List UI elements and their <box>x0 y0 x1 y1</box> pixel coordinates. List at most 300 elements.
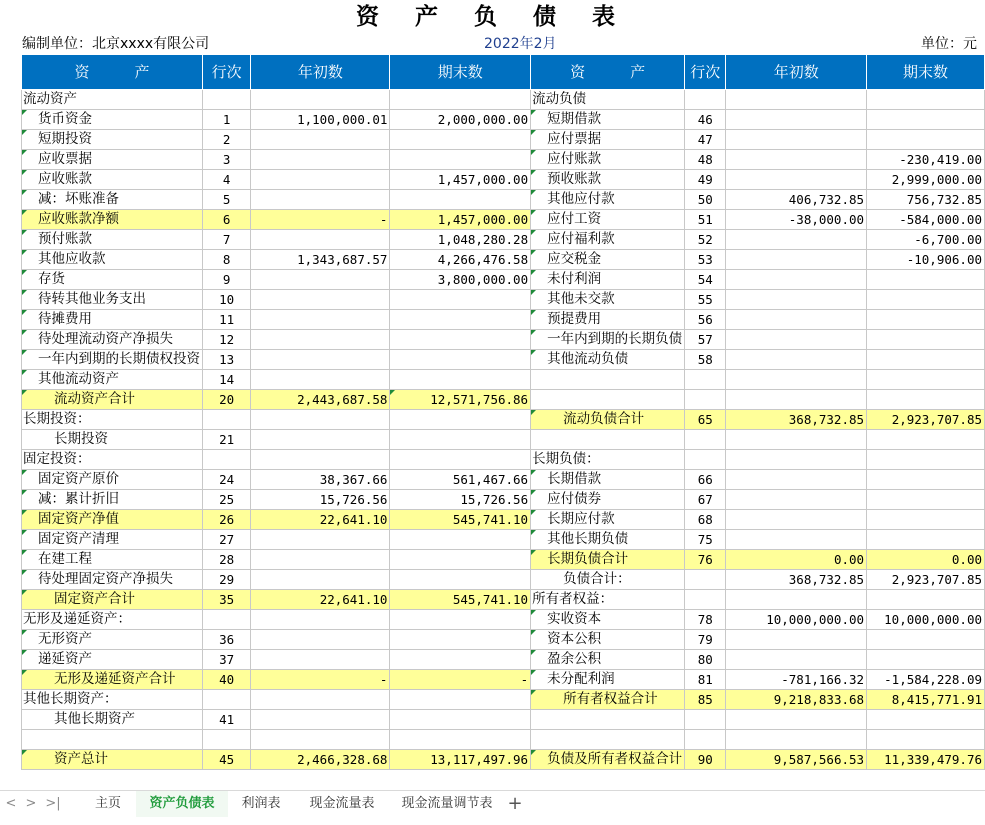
table-cell[interactable] <box>726 350 867 370</box>
table-cell[interactable] <box>390 410 531 430</box>
table-cell[interactable] <box>251 630 390 650</box>
table-cell[interactable]: 49 <box>685 170 726 190</box>
table-cell[interactable] <box>203 730 251 750</box>
table-cell[interactable] <box>726 470 867 490</box>
table-cell[interactable] <box>726 590 867 610</box>
column-header[interactable]: 行次 <box>685 55 726 90</box>
table-row <box>22 390 985 410</box>
table-cell[interactable]: 固定资产清理 <box>22 530 203 550</box>
table-cell[interactable] <box>251 230 390 250</box>
table-cell[interactable]: 7 <box>203 230 251 250</box>
table-cell[interactable]: 长期借款 <box>531 470 685 490</box>
table-row <box>22 170 985 190</box>
table-cell[interactable]: 27 <box>203 530 251 550</box>
table-cell[interactable]: 一年内到期的长期债权投资 <box>22 350 203 370</box>
table-cell[interactable] <box>390 310 531 330</box>
table-cell[interactable] <box>726 370 867 390</box>
table-row <box>22 190 985 210</box>
table-cell[interactable] <box>726 250 867 270</box>
table-cell[interactable]: 2 <box>203 130 251 150</box>
table-cell[interactable] <box>390 650 531 670</box>
table-cell[interactable]: 资本公积 <box>531 630 685 650</box>
table-cell[interactable] <box>390 350 531 370</box>
column-header[interactable]: 行次 <box>203 55 251 90</box>
table-cell[interactable]: 15,726.56 <box>390 490 531 510</box>
table-cell[interactable] <box>867 130 985 150</box>
table-cell[interactable] <box>685 710 726 730</box>
table-cell[interactable]: 37 <box>203 650 251 670</box>
table-cell[interactable]: 22,641.10 <box>251 510 390 530</box>
table-cell[interactable] <box>390 90 531 110</box>
table-cell[interactable]: 盈余公积 <box>531 650 685 670</box>
table-cell[interactable]: 51 <box>685 210 726 230</box>
table-cell[interactable]: 68 <box>685 510 726 530</box>
table-cell[interactable]: 561,467.66 <box>390 470 531 490</box>
table-cell[interactable]: 所有者权益： <box>531 590 685 610</box>
table-cell[interactable] <box>685 370 726 390</box>
table-cell[interactable]: -781,166.32 <box>726 670 867 690</box>
table-cell[interactable]: 其他流动负债 <box>531 350 685 370</box>
table-cell[interactable]: 待摊费用 <box>22 310 203 330</box>
table-cell[interactable]: 应付福利款 <box>531 230 685 250</box>
table-cell[interactable]: 待处理流动资产净损失 <box>22 330 203 350</box>
table-row <box>22 670 985 690</box>
table-cell[interactable]: 50 <box>685 190 726 210</box>
table-cell[interactable] <box>390 450 531 470</box>
table-cell[interactable]: 10,000,000.00 <box>726 610 867 630</box>
table-cell[interactable]: -10,906.00 <box>867 250 985 270</box>
table-cell[interactable] <box>251 550 390 570</box>
table-cell[interactable]: 67 <box>685 490 726 510</box>
table-cell[interactable] <box>867 630 985 650</box>
table-cell[interactable]: 10,000,000.00 <box>867 610 985 630</box>
table-cell[interactable] <box>685 570 726 590</box>
table-cell[interactable] <box>867 90 985 110</box>
tab-cash-flow-reconciliation[interactable]: 现金流量调节表 <box>401 796 493 811</box>
table-cell[interactable]: 1 <box>203 110 251 130</box>
table-cell[interactable]: 53 <box>685 250 726 270</box>
table-cell[interactable] <box>867 270 985 290</box>
table-cell[interactable]: 2,999,000.00 <box>867 170 985 190</box>
table-cell[interactable]: 14 <box>203 370 251 390</box>
table-cell[interactable] <box>390 710 531 730</box>
table-cell[interactable]: 应付账款 <box>531 150 685 170</box>
table-cell[interactable]: 35 <box>203 590 251 610</box>
table-cell[interactable]: 流动负债 <box>531 90 685 110</box>
table-cell[interactable] <box>531 390 685 410</box>
table-cell[interactable]: 3,800,000.00 <box>390 270 531 290</box>
table-cell[interactable]: 应付工资 <box>531 210 685 230</box>
table-cell[interactable]: 长期负债合计 <box>531 550 685 570</box>
table-cell[interactable]: 36 <box>203 630 251 650</box>
table-cell[interactable]: 短期投资 <box>22 130 203 150</box>
table-cell[interactable]: 47 <box>685 130 726 150</box>
table-cell[interactable]: 22,641.10 <box>251 590 390 610</box>
table-cell[interactable]: 58 <box>685 350 726 370</box>
table-cell[interactable]: 其他应收款 <box>22 250 203 270</box>
table-cell[interactable] <box>685 590 726 610</box>
table-cell[interactable]: 11,339,479.76 <box>867 750 985 770</box>
table-cell[interactable] <box>867 510 985 530</box>
table-cell[interactable]: 存货 <box>22 270 203 290</box>
table-cell[interactable]: 其他长期负债 <box>531 530 685 550</box>
table-cell[interactable]: 9,587,566.53 <box>726 750 867 770</box>
table-cell[interactable]: 流动资产合计 <box>22 390 203 410</box>
table-cell[interactable]: 76 <box>685 550 726 570</box>
table-cell[interactable]: 78 <box>685 610 726 630</box>
table-cell[interactable] <box>251 690 390 710</box>
table-row <box>22 470 985 490</box>
table-cell[interactable]: -230,419.00 <box>867 150 985 170</box>
table-cell[interactable]: 40 <box>203 670 251 690</box>
table-cell[interactable]: 13 <box>203 350 251 370</box>
table-cell[interactable]: 12,571,756.86 <box>390 390 531 410</box>
table-cell[interactable] <box>390 330 531 350</box>
table-cell[interactable]: 其他流动资产 <box>22 370 203 390</box>
table-cell[interactable]: 固定投资： <box>22 450 203 470</box>
table-cell[interactable]: 应交税金 <box>531 250 685 270</box>
table-cell[interactable]: 无形及递延资产： <box>22 610 203 630</box>
table-cell[interactable]: 24 <box>203 470 251 490</box>
table-cell[interactable]: 545,741.10 <box>390 590 531 610</box>
table-cell[interactable]: 应收账款净额 <box>22 210 203 230</box>
table-cell[interactable] <box>251 350 390 370</box>
table-cell[interactable] <box>390 150 531 170</box>
table-cell[interactable]: 38,367.66 <box>251 470 390 490</box>
table-cell[interactable] <box>390 130 531 150</box>
table-cell[interactable] <box>203 90 251 110</box>
table-cell[interactable]: 368,732.85 <box>726 410 867 430</box>
table-cell[interactable]: 52 <box>685 230 726 250</box>
column-header[interactable]: 资 产 <box>531 55 685 90</box>
table-cell[interactable]: 28 <box>203 550 251 570</box>
tab-cash-flow[interactable]: 现金流量表 <box>309 796 375 811</box>
table-cell[interactable] <box>390 530 531 550</box>
table-cell[interactable]: 79 <box>685 630 726 650</box>
table-cell[interactable]: - <box>251 210 390 230</box>
table-cell[interactable] <box>867 590 985 610</box>
table-cell[interactable]: 1,100,000.01 <box>251 110 390 130</box>
table-cell[interactable]: 长期投资 <box>22 430 203 450</box>
table-cell[interactable]: 预收账款 <box>531 170 685 190</box>
table-cell[interactable] <box>867 330 985 350</box>
table-cell[interactable] <box>251 150 390 170</box>
table-cell[interactable]: 3 <box>203 150 251 170</box>
table-cell[interactable] <box>867 430 985 450</box>
table-cell[interactable] <box>251 610 390 630</box>
table-cell[interactable]: 资产总计 <box>22 750 203 770</box>
table-cell[interactable] <box>531 730 685 750</box>
table-cell[interactable]: 实收资本 <box>531 610 685 630</box>
table-cell[interactable]: 545,741.10 <box>390 510 531 530</box>
add-sheet-icon[interactable]: + <box>507 793 523 814</box>
table-cell[interactable]: 流动资产 <box>22 90 203 110</box>
column-header[interactable]: 期末数 <box>390 55 531 90</box>
table-cell[interactable] <box>390 190 531 210</box>
table-cell[interactable]: 未分配利润 <box>531 670 685 690</box>
table-cell[interactable] <box>390 630 531 650</box>
table-cell[interactable] <box>726 90 867 110</box>
table-cell[interactable] <box>390 290 531 310</box>
table-cell[interactable]: 0.00 <box>726 550 867 570</box>
table-cell[interactable]: 减：累计折旧 <box>22 490 203 510</box>
table-cell[interactable] <box>251 130 390 150</box>
table-cell[interactable] <box>726 650 867 670</box>
table-cell[interactable] <box>251 570 390 590</box>
column-header[interactable]: 年初数 <box>726 55 867 90</box>
table-cell[interactable] <box>867 310 985 330</box>
table-cell[interactable]: 9 <box>203 270 251 290</box>
table-cell[interactable]: 4 <box>203 170 251 190</box>
next-sheet-icon[interactable]: > <box>25 796 37 811</box>
table-cell[interactable] <box>867 110 985 130</box>
table-cell[interactable] <box>251 710 390 730</box>
table-cell[interactable] <box>251 190 390 210</box>
table-cell[interactable] <box>203 610 251 630</box>
table-cell[interactable] <box>726 490 867 510</box>
table-cell[interactable]: 66 <box>685 470 726 490</box>
table-cell[interactable]: 65 <box>685 410 726 430</box>
table-cell[interactable] <box>867 350 985 370</box>
table-cell[interactable]: 75 <box>685 530 726 550</box>
table-cell[interactable] <box>726 170 867 190</box>
table-cell[interactable]: 8,415,771.91 <box>867 690 985 710</box>
table-cell[interactable] <box>251 730 390 750</box>
table-cell[interactable]: 41 <box>203 710 251 730</box>
table-cell[interactable]: 1,048,280.28 <box>390 230 531 250</box>
table-cell[interactable] <box>390 570 531 590</box>
table-row <box>22 730 985 750</box>
table-cell[interactable] <box>726 630 867 650</box>
table-cell[interactable]: 4,266,476.58 <box>390 250 531 270</box>
table-cell[interactable] <box>685 90 726 110</box>
table-cell[interactable]: -38,000.00 <box>726 210 867 230</box>
table-row <box>22 250 985 270</box>
table-cell[interactable]: 其他应付款 <box>531 190 685 210</box>
table-cell[interactable] <box>867 370 985 390</box>
table-cell[interactable]: 12 <box>203 330 251 350</box>
table-cell[interactable]: 2,923,707.85 <box>867 570 985 590</box>
table-cell[interactable]: 80 <box>685 650 726 670</box>
table-cell[interactable]: 85 <box>685 690 726 710</box>
table-cell[interactable]: 10 <box>203 290 251 310</box>
table-row <box>22 230 985 250</box>
table-cell[interactable] <box>867 390 985 410</box>
table-cell[interactable] <box>251 650 390 670</box>
table-cell[interactable] <box>867 450 985 470</box>
table-cell[interactable] <box>203 690 251 710</box>
last-sheet-icon[interactable]: >| <box>45 796 61 811</box>
table-cell[interactable]: 25 <box>203 490 251 510</box>
table-cell[interactable] <box>531 710 685 730</box>
table-cell[interactable]: 其他长期资产： <box>22 690 203 710</box>
tab-income-statement[interactable]: 利润表 <box>241 796 281 811</box>
table-cell[interactable]: 短期借款 <box>531 110 685 130</box>
table-cell[interactable]: 90 <box>685 750 726 770</box>
table-cell[interactable] <box>726 270 867 290</box>
table-cell[interactable]: 406,732.85 <box>726 190 867 210</box>
table-cell[interactable] <box>251 430 390 450</box>
table-cell[interactable]: -6,700.00 <box>867 230 985 250</box>
table-cell[interactable]: 20 <box>203 390 251 410</box>
table-cell[interactable] <box>251 90 390 110</box>
table-cell[interactable] <box>726 230 867 250</box>
table-cell[interactable] <box>726 130 867 150</box>
table-cell[interactable] <box>867 710 985 730</box>
column-header[interactable]: 年初数 <box>251 55 390 90</box>
table-cell[interactable]: - <box>390 670 531 690</box>
table-cell[interactable]: 26 <box>203 510 251 530</box>
table-cell[interactable]: 46 <box>685 110 726 130</box>
table-cell[interactable] <box>685 390 726 410</box>
table-cell[interactable]: -584,000.00 <box>867 210 985 230</box>
table-cell[interactable] <box>251 530 390 550</box>
table-cell[interactable] <box>203 410 251 430</box>
table-cell[interactable] <box>726 290 867 310</box>
table-cell[interactable] <box>251 310 390 330</box>
table-cell[interactable] <box>726 530 867 550</box>
table-cell[interactable]: 57 <box>685 330 726 350</box>
table-cell[interactable]: 长期应付款 <box>531 510 685 530</box>
table-cell[interactable] <box>251 370 390 390</box>
table-cell[interactable] <box>867 530 985 550</box>
table-cell[interactable]: 0.00 <box>867 550 985 570</box>
table-cell[interactable]: 1,343,687.57 <box>251 250 390 270</box>
table-cell[interactable]: 9,218,833.68 <box>726 690 867 710</box>
table-cell[interactable]: 55 <box>685 290 726 310</box>
table-cell[interactable] <box>726 150 867 170</box>
table-cell[interactable]: 固定资产净值 <box>22 510 203 530</box>
table-cell[interactable] <box>726 510 867 530</box>
table-cell[interactable]: 无形及递延资产合计 <box>22 670 203 690</box>
table-cell[interactable]: 21 <box>203 430 251 450</box>
table-cell[interactable]: 54 <box>685 270 726 290</box>
table-cell[interactable]: 1,457,000.00 <box>390 210 531 230</box>
column-header[interactable]: 资 产 <box>22 55 203 90</box>
table-cell[interactable]: 待转其他业务支出 <box>22 290 203 310</box>
table-cell[interactable]: 13,117,497.96 <box>390 750 531 770</box>
table-cell[interactable]: 2,923,707.85 <box>867 410 985 430</box>
table-cell[interactable]: -1,584,228.09 <box>867 670 985 690</box>
table-cell[interactable]: 2,443,687.58 <box>251 390 390 410</box>
table-cell[interactable]: 未付利润 <box>531 270 685 290</box>
table-cell[interactable]: 81 <box>685 670 726 690</box>
table-cell[interactable]: 货币资金 <box>22 110 203 130</box>
table-cell[interactable] <box>251 330 390 350</box>
table-cell[interactable] <box>685 730 726 750</box>
table-cell[interactable]: 45 <box>203 750 251 770</box>
table-cell[interactable] <box>390 690 531 710</box>
period-label: 2022年2月 <box>484 36 557 52</box>
table-cell[interactable]: 48 <box>685 150 726 170</box>
table-cell[interactable] <box>685 450 726 470</box>
table-cell[interactable]: 其他未交款 <box>531 290 685 310</box>
table-cell[interactable]: 一年内到期的长期负债 <box>531 330 685 350</box>
table-cell[interactable]: 固定资产原价 <box>22 470 203 490</box>
table-cell[interactable] <box>531 370 685 390</box>
table-cell[interactable]: 1,457,000.00 <box>390 170 531 190</box>
table-cell[interactable] <box>22 730 203 750</box>
table-cell[interactable]: 29 <box>203 570 251 590</box>
tab-home[interactable]: 主页 <box>94 796 121 811</box>
table-row <box>22 410 985 430</box>
table-cell[interactable] <box>726 710 867 730</box>
table-cell[interactable] <box>251 170 390 190</box>
table-cell[interactable]: 负债合计： <box>531 570 685 590</box>
table-cell[interactable]: 无形资产 <box>22 630 203 650</box>
tab-balance-sheet[interactable]: 资产负债表 <box>136 791 228 817</box>
table-cell[interactable]: 其他长期资产 <box>22 710 203 730</box>
table-cell[interactable] <box>390 610 531 630</box>
table-cell[interactable]: 预付账款 <box>22 230 203 250</box>
table-cell[interactable] <box>726 730 867 750</box>
table-cell[interactable]: 应付票据 <box>531 130 685 150</box>
table-cell[interactable] <box>390 370 531 390</box>
table-cell[interactable] <box>251 270 390 290</box>
table-cell[interactable] <box>726 390 867 410</box>
table-cell[interactable]: 应收账款 <box>22 170 203 190</box>
table-cell[interactable] <box>867 290 985 310</box>
table-cell[interactable] <box>251 410 390 430</box>
table-cell[interactable] <box>867 730 985 750</box>
table-cell[interactable]: 所有者权益合计 <box>531 690 685 710</box>
table-cell[interactable]: 流动负债合计 <box>531 410 685 430</box>
table-cell[interactable]: 11 <box>203 310 251 330</box>
table-cell[interactable] <box>726 430 867 450</box>
table-cell[interactable]: 368,732.85 <box>726 570 867 590</box>
column-header[interactable]: 期末数 <box>867 55 985 90</box>
table-cell[interactable] <box>726 310 867 330</box>
table-cell[interactable] <box>726 450 867 470</box>
table-cell[interactable] <box>251 290 390 310</box>
table-cell[interactable] <box>531 430 685 450</box>
table-cell[interactable]: 应付债券 <box>531 490 685 510</box>
table-cell[interactable] <box>726 330 867 350</box>
table-cell[interactable]: 长期负债： <box>531 450 685 470</box>
table-row <box>22 630 985 650</box>
table-cell[interactable]: 待处理固定资产净损失 <box>22 570 203 590</box>
table-cell[interactable]: 15,726.56 <box>251 490 390 510</box>
table-cell[interactable]: 5 <box>203 190 251 210</box>
table-cell[interactable]: 2,000,000.00 <box>390 110 531 130</box>
table-cell[interactable] <box>251 450 390 470</box>
table-cell[interactable]: 应收票据 <box>22 150 203 170</box>
first-sheet-icon[interactable]: < <box>5 796 17 811</box>
table-cell[interactable] <box>726 110 867 130</box>
table-cell[interactable]: 6 <box>203 210 251 230</box>
table-cell[interactable] <box>685 430 726 450</box>
table-cell[interactable] <box>867 490 985 510</box>
table-cell[interactable] <box>867 470 985 490</box>
table-cell[interactable]: 8 <box>203 250 251 270</box>
table-cell[interactable]: - <box>251 670 390 690</box>
table-cell[interactable] <box>867 650 985 670</box>
table-cell[interactable]: 减：坏账准备 <box>22 190 203 210</box>
table-cell[interactable] <box>203 450 251 470</box>
table-cell[interactable]: 2,466,328.68 <box>251 750 390 770</box>
table-cell[interactable] <box>390 730 531 750</box>
table-cell[interactable]: 负债及所有者权益合计 <box>531 750 685 770</box>
table-cell[interactable]: 在建工程 <box>22 550 203 570</box>
table-cell[interactable]: 56 <box>685 310 726 330</box>
table-cell[interactable] <box>390 550 531 570</box>
table-cell[interactable]: 756,732.85 <box>867 190 985 210</box>
table-cell[interactable]: 预提费用 <box>531 310 685 330</box>
table-cell[interactable]: 固定资产合计 <box>22 590 203 610</box>
table-cell[interactable]: 递延资产 <box>22 650 203 670</box>
table-cell[interactable]: 长期投资： <box>22 410 203 430</box>
table-cell[interactable] <box>390 430 531 450</box>
